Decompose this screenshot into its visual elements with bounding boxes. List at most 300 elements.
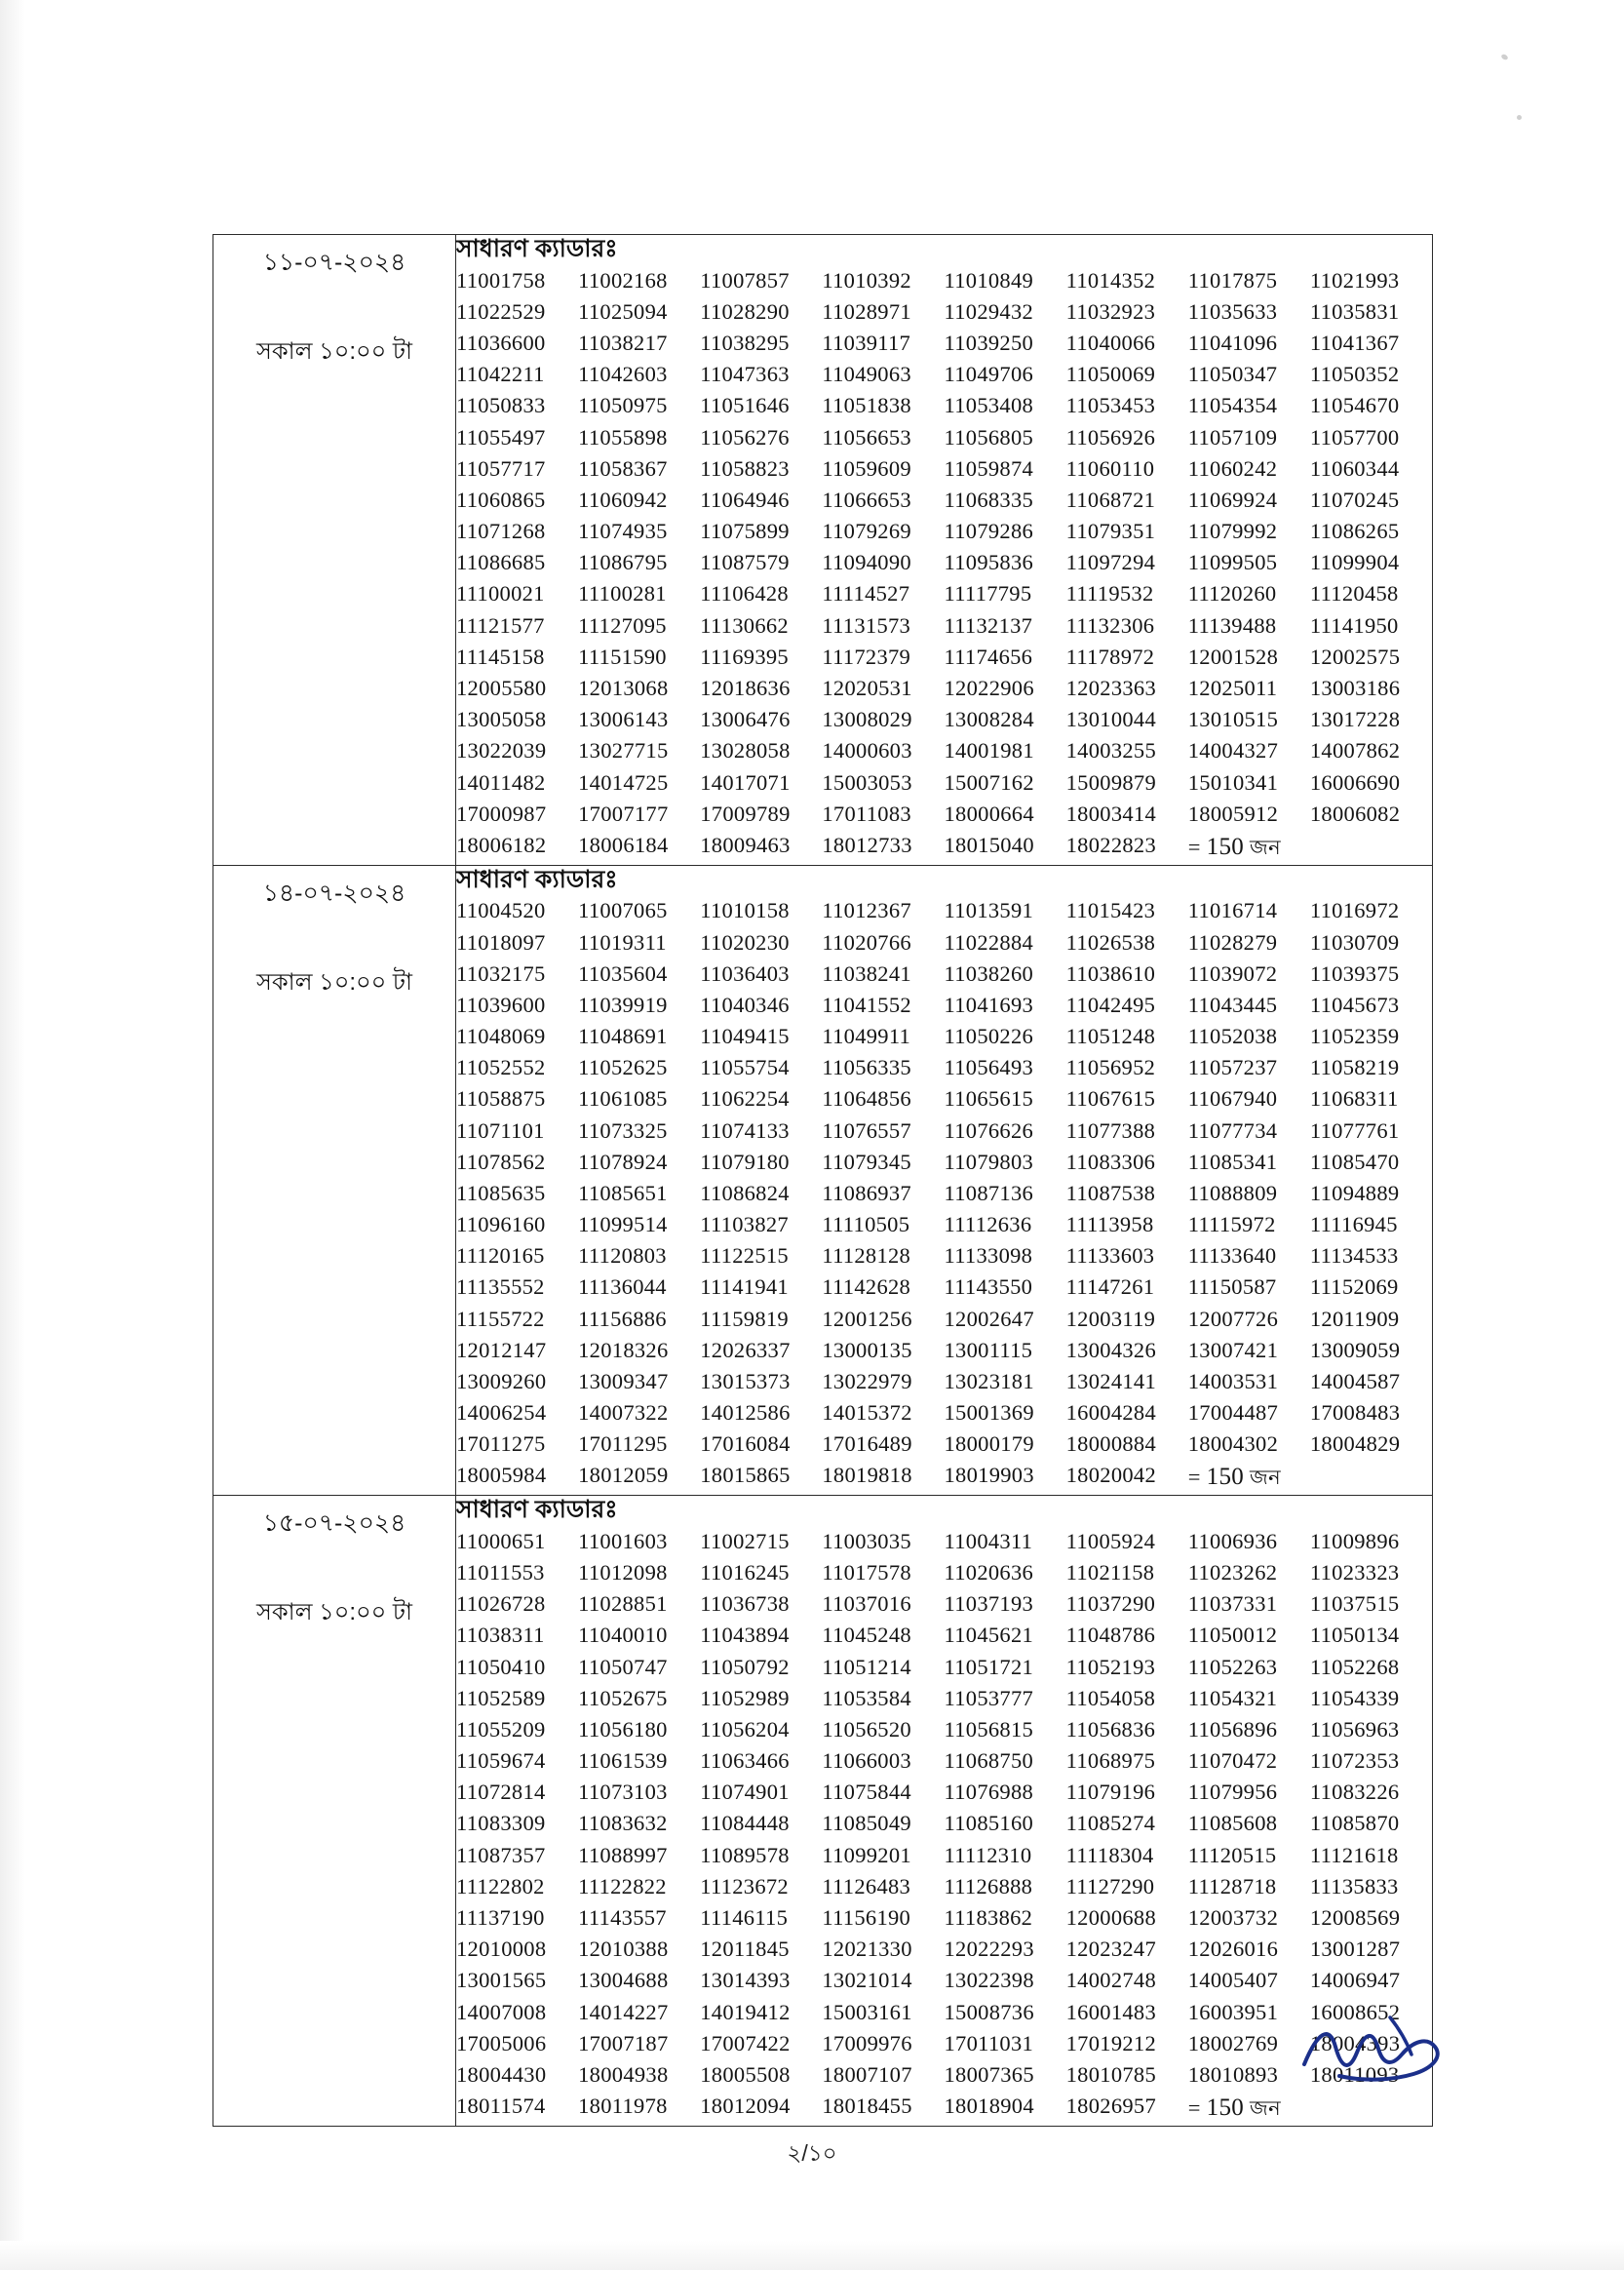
roll-number: 18010785 [1065,2061,1157,2087]
roll-number: 11030709 [1309,929,1400,955]
roll-number: 11010849 [944,267,1034,293]
roll-number: 11048786 [1065,1623,1156,1648]
roll-number: 17007422 [700,2030,791,2055]
roll-number: 11072814 [456,1780,546,1805]
roll-number: 11112636 [944,1212,1032,1237]
roll-number: 11071101 [456,1117,545,1143]
roll-number: 11006936 [1187,1528,1278,1553]
roll-number: 11041552 [822,992,911,1017]
roll-number: 11068721 [1065,487,1156,512]
roll-list-cell [456,1496,1433,2127]
roll-number: 11002715 [700,1528,790,1553]
section-total: = 150 জন [1187,833,1281,860]
roll-number: 11072353 [1309,1748,1400,1774]
roll-number: 17009789 [700,801,791,826]
roll-number: 11037290 [1065,1591,1156,1617]
roll-number: 11096160 [456,1212,546,1237]
roll-number: 11028290 [700,298,790,324]
roll-number: 11127290 [1065,1873,1155,1898]
roll-number: 11019311 [578,929,667,955]
roll-number: 11056493 [944,1055,1034,1080]
roll-number: 11013591 [944,898,1034,923]
roll-number: 11057109 [1187,424,1278,450]
roll-number: 11053408 [944,393,1034,418]
roll-number: 11020230 [700,929,790,955]
roll-number: 11122802 [456,1873,545,1898]
roll-number: 11073103 [578,1780,668,1805]
roll-number: 11017578 [822,1560,911,1585]
roll-number: 11120458 [1309,581,1399,607]
roll-number: 13022398 [944,1968,1034,1993]
total-count: 150 [1206,2094,1245,2122]
roll-number: 11112310 [944,1842,1032,1867]
roll-number: 11087538 [1065,1180,1156,1205]
roll-number: 11074935 [578,519,668,544]
roll-number: 12008569 [1309,1905,1401,1930]
roll-number: 11120260 [1187,581,1277,607]
roll-number: 14004587 [1309,1368,1401,1393]
roll-number: 14012586 [700,1400,791,1426]
roll-number: 11079286 [944,519,1034,544]
roll-number: 11083632 [578,1811,668,1836]
roll-number: 13014393 [700,1968,791,1993]
roll-number: 12005580 [456,675,547,700]
roll-number: 18005912 [1187,801,1279,826]
roll-number: 18005508 [700,2061,791,2087]
roll-number: 11040010 [578,1623,668,1648]
roll-number: 11052625 [578,1055,668,1080]
schedule-row [213,865,1433,1496]
roll-number: 11038260 [944,960,1034,986]
roll-number: 17005006 [456,2030,547,2055]
roll-number: 11041367 [1309,331,1400,356]
roll-number: 18019903 [944,1463,1034,1488]
roll-number: 12011845 [700,1937,790,1962]
roll-number: 11088997 [578,1842,668,1867]
scan-edge-shadow-bottom [0,2241,1624,2270]
roll-number: 11010158 [700,898,790,923]
roll-number: 13001115 [944,1337,1033,1362]
roll-number: 11050410 [456,1654,546,1679]
roll-number: 11038217 [578,331,668,356]
roll-number: 11169395 [700,644,789,669]
roll-number: 11085608 [1187,1811,1278,1836]
roll-number: 11007065 [578,898,668,923]
roll-number: 18002769 [1187,2030,1279,2055]
roll-number: 11137190 [456,1905,545,1930]
roll-number: 11043445 [1187,992,1278,1017]
roll-number: 15003161 [822,1999,912,2024]
roll-number: 12001528 [1187,644,1279,669]
roll-number: 12026016 [1187,1937,1279,1962]
roll-number: 11042495 [1065,992,1156,1017]
roll-number: 11020766 [822,929,911,955]
roll-number: 11056204 [700,1716,790,1742]
roll-number: 11133603 [1065,1243,1155,1269]
roll-number: 11059609 [822,455,911,481]
roll-number: 11114527 [822,581,910,607]
roll-number: 13009059 [1309,1337,1401,1362]
roll-number: 11123672 [700,1873,789,1898]
roll-number: 11089578 [700,1842,790,1867]
roll-number: 14007322 [578,1400,669,1426]
roll-number: 11135833 [1309,1873,1399,1898]
roll-number: 11130662 [700,612,789,638]
roll-number: 11054339 [1309,1685,1400,1710]
roll-number: 12021330 [822,1937,912,1962]
roll-number: 11022529 [456,298,546,324]
roll-number: 11083309 [456,1811,546,1836]
roll-number: 11085341 [1187,1149,1278,1174]
roll-number: 11058823 [700,455,790,481]
roll-number: 11012367 [822,898,911,923]
roll-number: 11069924 [1187,487,1278,512]
roll-number: 14007862 [1309,738,1401,763]
roll-number: 11079345 [822,1149,911,1174]
roll-number: 11079196 [1065,1780,1156,1805]
roll-number: 11068750 [944,1748,1034,1774]
roll-number: 11003035 [822,1528,911,1553]
roll-number: 11038241 [822,960,911,986]
roll-number: 11086824 [700,1180,790,1205]
roll-number: 13024141 [1065,1368,1157,1393]
roll-number: 11061085 [578,1086,668,1112]
roll-number: 11032175 [456,960,546,986]
roll-number: 17019212 [1065,2030,1157,2055]
roll-number: 11071268 [456,519,546,544]
roll-number: 12003119 [1065,1306,1156,1331]
roll-number: 11099904 [1309,550,1400,575]
roll-number-grid [456,1526,1432,2126]
roll-number: 16004284 [1065,1400,1157,1426]
roll-number: 11035831 [1309,298,1400,324]
roll-number: 11127095 [578,612,667,638]
roll-number: 11079180 [700,1149,790,1174]
roll-number: 18004393 [1309,2030,1401,2055]
roll-number: 11023262 [1187,1560,1278,1585]
roll-number: 11151590 [578,644,667,669]
roll-number: 13008029 [822,707,912,732]
roll-number: 11079803 [944,1149,1034,1174]
roll-number: 11061539 [578,1748,668,1774]
roll-number: 14006947 [1309,1968,1401,1993]
roll-number: 11051721 [944,1654,1034,1679]
roll-number: 11048691 [578,1024,668,1049]
roll-number: 11060942 [578,487,668,512]
roll-number: 14006254 [456,1400,547,1426]
roll-number: 17011083 [822,801,911,826]
roll-number: 11052263 [1187,1654,1278,1679]
roll-number: 13023181 [944,1368,1034,1393]
roll-number: 11136044 [578,1274,667,1300]
roll-number: 11075899 [700,519,790,544]
roll-number: 13027715 [578,738,669,763]
roll-number: 12002575 [1309,644,1401,669]
exam-date: ১১-০৭-২০২৪ [262,249,406,276]
roll-number: 11052675 [578,1685,668,1710]
roll-number: 11064946 [700,487,790,512]
roll-number: 11009896 [1309,1528,1400,1553]
roll-number: 11099514 [578,1212,668,1237]
roll-number: 13022979 [822,1368,912,1393]
roll-number: 17011275 [456,1431,546,1457]
roll-number: 11152069 [1309,1274,1399,1300]
roll-number: 11052989 [700,1685,790,1710]
scan-artifact-dot [1500,54,1509,61]
roll-number: 11133098 [944,1243,1033,1269]
roll-number: 11100281 [578,581,667,607]
roll-number: 11094889 [1309,1180,1400,1205]
roll-number: 17016489 [822,1431,912,1457]
roll-number: 13017228 [1309,707,1401,732]
roll-number: 18006182 [456,832,547,857]
roll-number: 11021158 [1065,1560,1155,1585]
roll-number: 11059674 [456,1748,546,1774]
roll-number: 11074901 [700,1780,790,1805]
roll-number: 11050069 [1065,362,1156,387]
roll-number: 11132137 [944,612,1033,638]
roll-number: 11077761 [1309,1117,1400,1143]
roll-number: 11183862 [944,1905,1033,1930]
roll-number: 11054321 [1187,1685,1278,1710]
exam-time: সকাল ১০:০০ টা [256,968,412,996]
roll-number: 14015372 [822,1400,912,1426]
roll-number: 11077734 [1187,1117,1278,1143]
roll-number: 11178972 [1065,644,1155,669]
roll-number: 11050833 [456,393,546,418]
roll-number: 12003732 [1187,1905,1279,1930]
roll-number: 11042211 [456,362,545,387]
roll-number: 11028279 [1187,929,1278,955]
roll-number: 11059874 [944,455,1034,481]
roll-number: 11039919 [578,992,668,1017]
roll-number: 11075844 [822,1780,911,1805]
roll-number: 18004430 [456,2061,547,2087]
roll-number: 12022293 [944,1937,1034,1962]
roll-number: 18022823 [1065,832,1157,857]
roll-number: 11052038 [1187,1024,1278,1049]
roll-number: 11050792 [700,1654,790,1679]
roll-number: 11035633 [1187,298,1278,324]
roll-number: 11156190 [822,1905,911,1930]
roll-number: 11085635 [456,1180,546,1205]
roll-number: 11053453 [1065,393,1156,418]
roll-number: 18004302 [1187,1431,1279,1457]
cadre-heading: সাধারণ ক্যাডারঃ [456,1496,618,1524]
roll-number: 11118304 [1065,1842,1154,1867]
roll-number: 13007421 [1187,1337,1279,1362]
scan-edge-shadow-left [0,0,25,2270]
roll-number: 11021993 [1309,267,1400,293]
roll-number: 11040066 [1065,331,1156,356]
roll-number: 11054354 [1187,393,1278,418]
roll-number: 11054058 [1065,1685,1156,1710]
roll-number: 11132306 [1065,612,1155,638]
exam-date-cell [213,235,456,866]
roll-number: 14001981 [944,738,1034,763]
roll-number: 17011295 [578,1431,668,1457]
roll-number: 18018904 [944,2094,1034,2119]
roll-number: 11079351 [1065,519,1156,544]
scan-artifact-dot [1517,115,1522,120]
total-unit-label: জন [1250,1467,1281,1490]
roll-list-cell [456,865,1433,1496]
roll-number: 11077388 [1065,1117,1156,1143]
roll-number: 11099201 [822,1842,911,1867]
roll-number: 11068311 [1309,1086,1399,1112]
roll-number: 11017875 [1187,267,1278,293]
roll-number: 14014227 [578,1999,669,2024]
roll-number: 11039072 [1187,960,1278,986]
roll-number: 11056653 [822,424,911,450]
roll-number: 18019818 [822,1463,912,1488]
roll-number: 16006690 [1309,769,1401,795]
roll-number: 13010515 [1187,707,1279,732]
roll-number: 11011553 [456,1560,545,1585]
roll-number: 16008652 [1309,1999,1401,2024]
roll-number: 12026337 [700,1337,791,1362]
exam-time: সকাল ১০:০০ টা [256,338,412,365]
roll-number: 11022884 [944,929,1034,955]
roll-number: 17007177 [578,801,669,826]
roll-number: 11037515 [1309,1591,1400,1617]
roll-number: 11056963 [1309,1716,1400,1742]
roll-number: 11041693 [944,992,1034,1017]
roll-number: 11062254 [700,1086,790,1112]
schedule-row [213,1496,1433,2127]
roll-number: 12025011 [1187,675,1278,700]
roll-number: 12001256 [822,1306,912,1331]
roll-number: 11045673 [1309,992,1400,1017]
exam-date-cell [213,1496,456,2127]
roll-number: 11045621 [944,1623,1034,1648]
roll-number: 11050352 [1309,362,1400,387]
total-count: 150 [1206,1464,1245,1491]
roll-number: 11128128 [822,1243,911,1269]
roll-number: 14017071 [700,769,791,795]
roll-number: 11128718 [1187,1873,1277,1898]
roll-number: 13001565 [456,1968,547,1993]
roll-number: 11053777 [944,1685,1034,1710]
exam-time: সকাল ১০:০০ টা [256,1599,412,1626]
roll-number: 17004487 [1187,1400,1279,1426]
roll-number: 11133640 [1187,1243,1277,1269]
roll-number: 11052589 [456,1685,546,1710]
roll-number: 15007162 [944,769,1034,795]
roll-number: 11134533 [1309,1243,1399,1269]
roll-number: 11070472 [1187,1748,1278,1774]
roll-number: 11045248 [822,1623,911,1648]
roll-number: 11113958 [1065,1212,1154,1237]
roll-number: 11074133 [700,1117,790,1143]
roll-number: 11070245 [1309,487,1400,512]
roll-number: 11018097 [456,929,546,955]
roll-number: 12023247 [1065,1937,1157,1962]
roll-number: 11056520 [822,1716,911,1742]
roll-number: 11099505 [1187,550,1278,575]
roll-number: 18015865 [700,1463,791,1488]
roll-number: 11060344 [1309,455,1400,481]
roll-number: 11086795 [578,550,668,575]
roll-number: 13022039 [456,738,547,763]
roll-number: 18011978 [578,2094,668,2119]
roll-number: 15001369 [944,1400,1034,1426]
roll-number: 13004326 [1065,1337,1157,1362]
roll-number: 11036738 [700,1591,790,1617]
roll-number: 11143550 [944,1274,1033,1300]
roll-number: 11143557 [578,1905,667,1930]
total-count: 150 [1206,833,1245,860]
roll-number: 11053584 [822,1685,911,1710]
roll-number: 11086685 [456,550,546,575]
roll-number: 12018326 [578,1337,669,1362]
roll-number: 15009879 [1065,769,1157,795]
roll-number: 11120165 [456,1243,545,1269]
roll-number: 17007187 [578,2030,669,2055]
roll-number: 17008483 [1309,1400,1401,1426]
roll-number: 11037193 [944,1591,1034,1617]
roll-number: 11115972 [1187,1212,1276,1237]
roll-number: 11028851 [578,1591,668,1617]
roll-number: 11172379 [822,644,911,669]
roll-number: 11020636 [944,1560,1034,1585]
roll-number: 11065615 [944,1086,1034,1112]
roll-number: 11147261 [1065,1274,1155,1300]
roll-number: 18010893 [1187,2061,1279,2087]
roll-number: 12023363 [1065,675,1157,700]
roll-number: 14003255 [1065,738,1157,763]
roll-number: 11054670 [1309,393,1400,418]
roll-number: 11055497 [456,424,546,450]
roll-number: 11094090 [822,550,911,575]
roll-number: 14003531 [1187,1368,1279,1393]
roll-number: 13000135 [822,1337,912,1362]
roll-number: 11001758 [456,267,546,293]
roll-number: 18005984 [456,1463,547,1488]
roll-number: 11068975 [1065,1748,1156,1774]
roll-number: 11120803 [578,1243,667,1269]
roll-number: 11037331 [1187,1591,1278,1617]
roll-number: 11097294 [1065,550,1156,575]
roll-number: 12002647 [944,1306,1034,1331]
roll-number: 11122822 [578,1873,667,1898]
roll-number: 11122515 [700,1243,789,1269]
roll-number: 11159819 [700,1306,789,1331]
roll-number: 11121577 [456,612,545,638]
roll-number: 11142628 [822,1274,911,1300]
roll-number: 13006476 [700,707,791,732]
roll-number: 11055754 [700,1055,790,1080]
roll-number: 18007365 [944,2061,1034,2087]
roll-number: 11087136 [944,1180,1034,1205]
roll-number: 11015423 [1065,898,1156,923]
roll-number: 11131573 [822,612,911,638]
roll-number: 11050134 [1309,1623,1400,1648]
roll-number: 13003186 [1309,675,1401,700]
roll-number: 11025094 [578,298,668,324]
roll-number: 11023323 [1309,1560,1400,1585]
roll-number: 11066003 [822,1748,911,1774]
roll-number: 17011031 [944,2030,1034,2055]
roll-number: 11086265 [1309,519,1400,544]
roll-number: 11002168 [578,267,668,293]
roll-number: 11038295 [700,331,790,356]
roll-number: 11039375 [1309,960,1400,986]
roll-number: 18015040 [944,832,1034,857]
roll-number: 18003414 [1065,801,1157,826]
roll-number: 11135552 [456,1274,545,1300]
roll-number: 11078924 [578,1149,668,1174]
